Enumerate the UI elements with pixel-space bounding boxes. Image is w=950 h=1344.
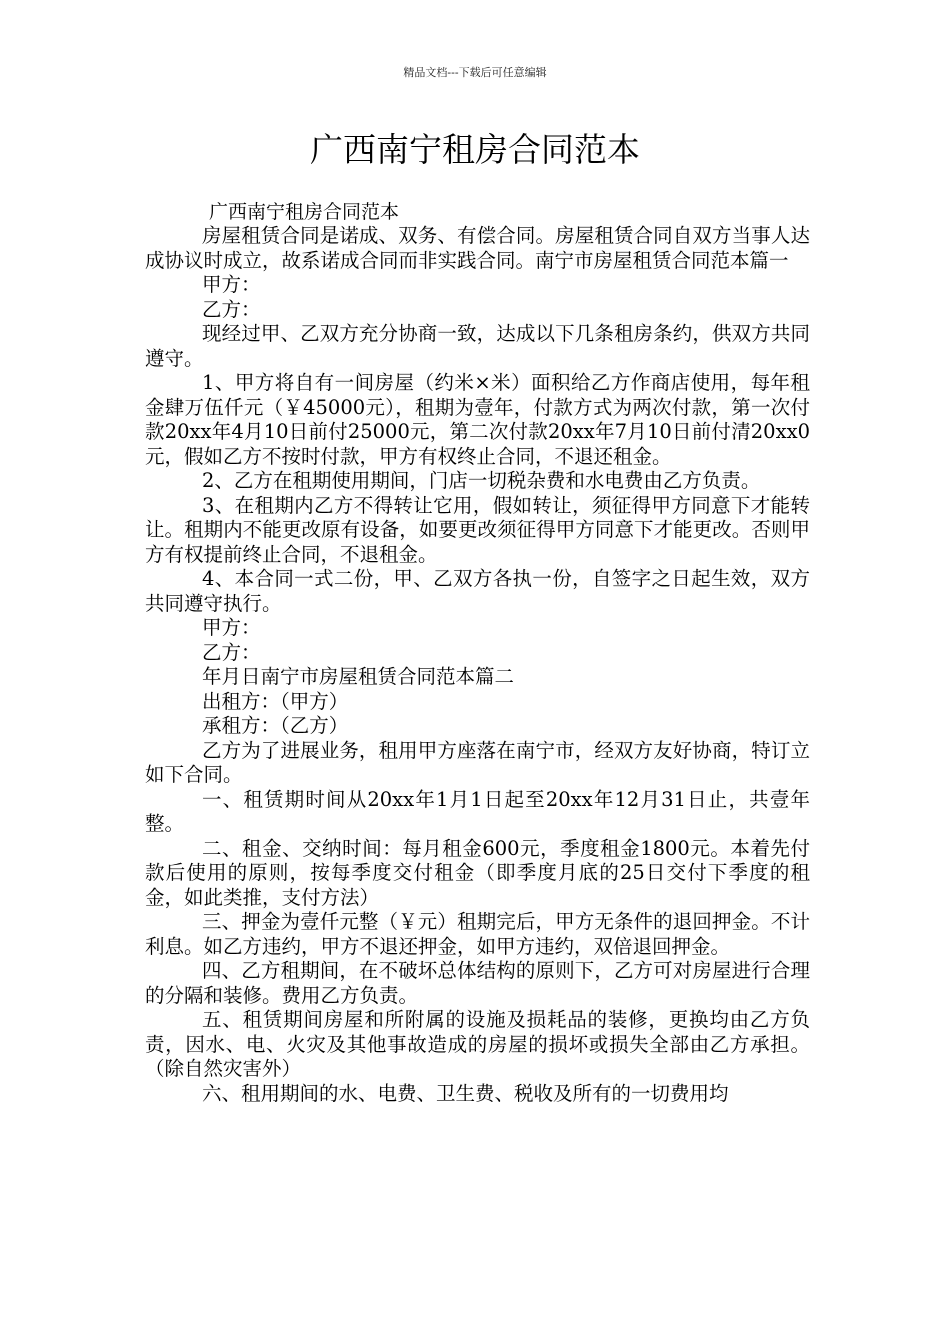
paragraph: 2、乙方在租期使用期间，门店一切税杂费和水电费由乙方负责。 <box>202 469 761 492</box>
paragraph: 甲方： <box>202 616 261 639</box>
paragraph: 现经过甲、乙双方充分协商一致，达成以下几条租房条约，供双方共同遵守。 <box>145 322 810 370</box>
paragraph: 乙方： <box>202 640 261 664</box>
document-subtitle: 广西南宁租房合同范本 <box>209 201 400 223</box>
paragraph: 承租方：（乙方） <box>202 714 349 737</box>
paragraph: 3、在租期内乙方不得转让它用，假如转让，须征得甲方同意下才能转让。租期内不能更改原有设备，如要更改须征得甲方同意下才能更改。否则甲方有权提前终止合同，不退租金。 <box>145 493 810 566</box>
paragraph: 乙方为了进展业务，租用甲方座落在南宁市，经双方友好协商，特订立如下合同。 <box>145 738 810 786</box>
paragraph: 1、甲方将自有一间房屋（约米×米）面积给乙方作商店使用，每年租金肆万伍仟元（￥45000元），租期为壹年，付款方式为两次付款，第一次付款20xx年4月10日前付25000元，第二次付款20xx年7月10日前付清20xx0元，假如乙方不按时付款，甲方有权终止合同，不退还租金。 <box>145 371 810 468</box>
paragraph: 四、乙方租期间，在不破坏总体结构的原则下，乙方可对房屋进行合理的分隔和装修。费用乙方负责。 <box>145 959 810 1007</box>
paragraph: 二、租金、交纳时间：每月租金600元，季度租金1800元。本着先付款后使用的原则，按每季度交付租金（即季度月底的25日交付下季度的租金，如此类推，支付方法） <box>145 836 810 909</box>
paragraph: 甲方： <box>202 273 261 296</box>
paragraph: 乙方： <box>202 297 261 321</box>
paragraph: 出租方：（甲方） <box>202 689 349 713</box>
header-note: 精品文档---下载后可任意编辑 <box>403 66 547 79</box>
document-title: 广西南宁租房合同范本 <box>310 130 640 169</box>
paragraph: 年月日南宁市房屋租赁合同范本篇二 <box>202 665 515 688</box>
paragraph: 4、本合同一式二份，甲、乙双方各执一份，自签字之日起生效，双方共同遵守执行。 <box>145 567 810 615</box>
paragraph: 房屋租赁合同是诺成、双务、有偿合同。房屋租赁合同自双方当事人达成协议时成立，故系诺成合同而非实践合同。南宁市房屋租赁合同范本篇一 <box>145 224 810 272</box>
document-body <box>145 200 810 1106</box>
paragraph: 一、租赁期时间从20xx年1月1日起至20xx年12月31日止，共壹年整。 <box>145 787 810 835</box>
paragraph: 六、租用期间的水、电费、卫生费、税收及所有的一切费用均 <box>202 1081 729 1105</box>
paragraph: 三、押金为壹仟元整（￥元）租期完后，甲方无条件的退回押金。不计利息。如乙方违约，甲方不退还押金，如甲方违约，双倍退回押金。 <box>145 910 810 958</box>
paragraph: 五、租赁期间房屋和所附属的设施及损耗品的装修，更换均由乙方负责，因水、电、火灾及其他事故造成的房屋的损坏或损失全部由乙方承担。（除自然灾害外） <box>145 1008 810 1080</box>
